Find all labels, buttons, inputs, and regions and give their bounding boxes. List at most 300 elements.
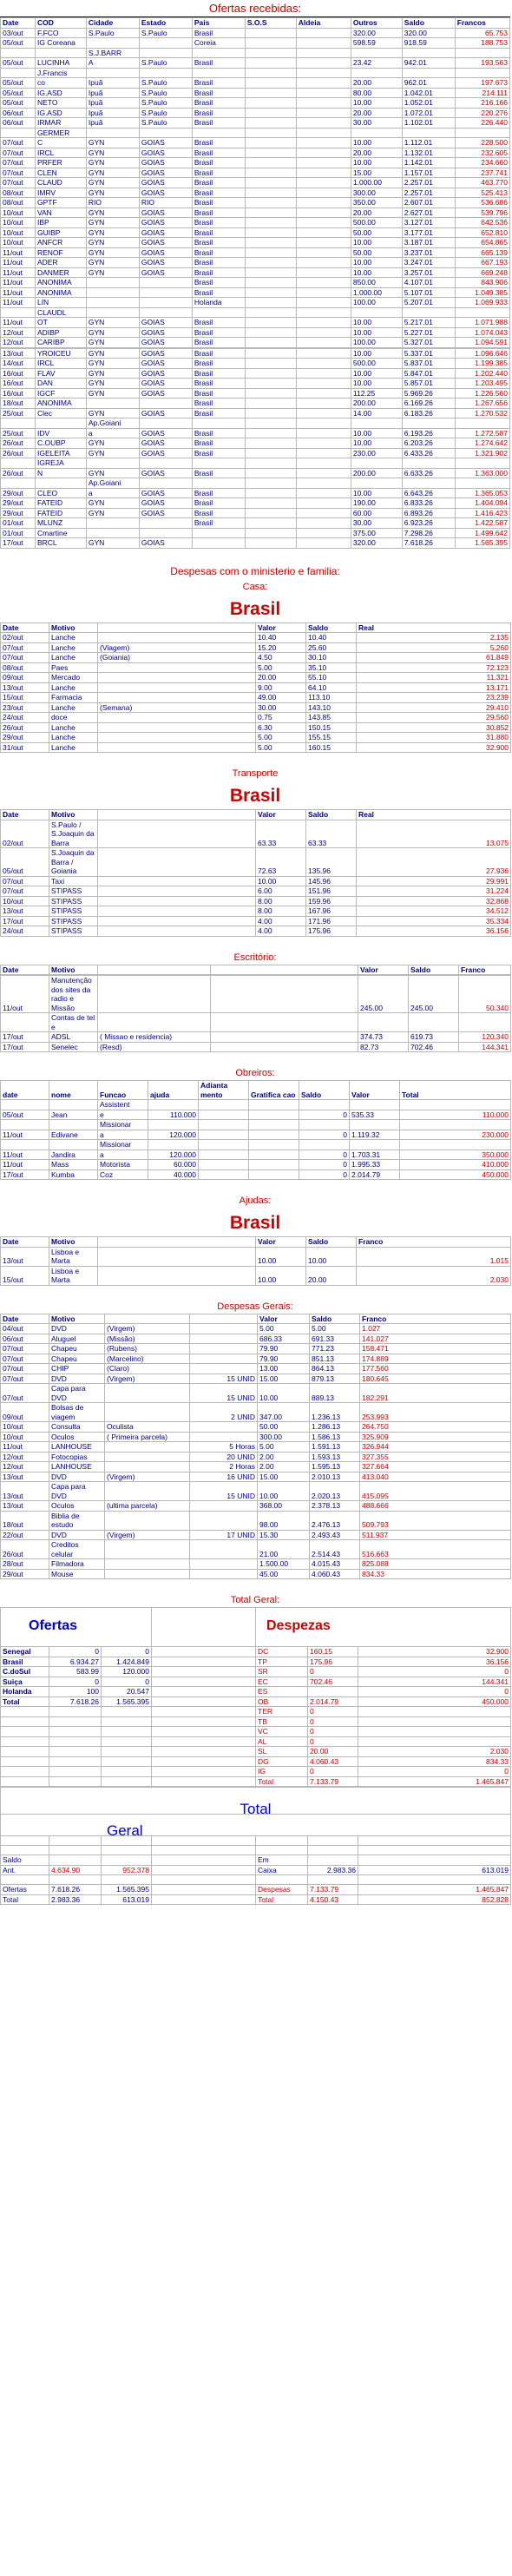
ofertas-cell: S.J.BARR	[86, 48, 139, 58]
ofertas-row	[1, 227, 510, 238]
ofertas-row	[1, 348, 510, 359]
gerais-cell: Consulta	[49, 1422, 105, 1433]
ofertas-cell: Brasil	[192, 468, 245, 478]
gerais-cell: 851.13	[310, 1354, 360, 1364]
total-ofertas-cell: 0	[102, 1677, 152, 1687]
ofertas-cell: GOIAS	[139, 368, 192, 379]
obreiros-cell	[249, 1120, 299, 1130]
total-ofertas-label: Ofertas	[29, 1618, 78, 1634]
gerais-cell: Bolsas de viagem	[49, 1403, 105, 1422]
obreiros-cell: Edivane	[49, 1130, 98, 1140]
casa-cell: 64.10	[306, 682, 357, 693]
gerais-cell: 686.33	[258, 1334, 310, 1344]
obreiros-cell: 2.014.79	[350, 1169, 400, 1180]
ofertas-cell: 10.00	[351, 488, 402, 498]
ofertas-cell: GYN	[86, 188, 139, 198]
ofertas-cell: 1.422.587	[455, 518, 509, 529]
obreiros-row	[1, 1120, 511, 1130]
ofertas-cell	[296, 348, 351, 359]
transporte-cell: 34.512	[357, 906, 511, 917]
transporte-cell: 8.00	[256, 896, 306, 906]
obreiros-cell	[199, 1130, 249, 1140]
ajudas-table	[0, 1236, 511, 1286]
ofertas-cell: Ipuã	[86, 118, 139, 128]
casa-cell	[98, 722, 256, 733]
gerais-cell: 15 UNID	[190, 1384, 258, 1403]
ofertas-cell: GYN	[86, 498, 139, 509]
gerais-cell: 834.33	[360, 1569, 511, 1579]
ofertas-cell	[296, 399, 351, 409]
casa-cell: Mercado	[49, 673, 98, 683]
ofertas-cell: 3.237.01	[402, 247, 455, 258]
ofertas-row	[1, 379, 510, 389]
obreiros-cell	[249, 1100, 299, 1110]
casa-cell: 25.60	[306, 642, 357, 653]
ofertas-cell: C.OUBP	[35, 438, 86, 449]
em-label: Em	[256, 1855, 308, 1866]
transporte-cell: 13.075	[357, 820, 511, 848]
transporte-cell: 02/out	[1, 820, 49, 848]
ofertas-cell: Ap.Goiani	[86, 478, 139, 489]
ofertas-cell: 29/out	[1, 508, 36, 518]
obreiros-header-cell: Funcao	[98, 1081, 148, 1100]
ajudas-cell: 10.00	[256, 1266, 306, 1285]
ofertas-header-cell: Outros	[351, 18, 402, 29]
transporte-row	[1, 876, 511, 886]
ofertas-cell: GOIAS	[139, 348, 192, 359]
ofertas-cell: GYN	[86, 227, 139, 238]
ofertas-row	[1, 218, 510, 228]
final-total2-value: 4.150.43	[308, 1894, 358, 1905]
ofertas-cell: RENOF	[35, 247, 86, 258]
escritorio-cell: 17/out	[1, 1032, 49, 1043]
ofertas-cell: GYN	[86, 208, 139, 218]
casa-row	[1, 702, 511, 713]
ofertas-cell: Cmartine	[35, 528, 86, 538]
transporte-country-heading: Brasil	[229, 786, 281, 806]
ofertas-cell: N	[35, 468, 86, 478]
ofertas-header-cell: Saldo	[402, 18, 455, 29]
ofertas-cell	[455, 478, 509, 489]
obreiros-cell: a	[98, 1130, 148, 1140]
gerais-cell: DVD	[49, 1324, 105, 1334]
ofertas-cell	[86, 278, 139, 288]
casa-cell: 26/out	[1, 722, 49, 733]
ofertas-cell: IGCF	[35, 388, 86, 399]
ofertas-cell: GOIAS	[139, 227, 192, 238]
ofertas-cell: 10/out	[1, 238, 36, 248]
ofertas-cell: 10.00	[351, 428, 402, 438]
obreiros-header-cell: date	[1, 1081, 49, 1100]
ofertas-cell: 942.01	[402, 58, 455, 69]
ofertas-cell	[351, 128, 402, 138]
ofertas-cell: IRCL	[35, 148, 86, 158]
gerais-cell: 326.944	[360, 1442, 511, 1453]
saldo-label: Saldo	[1, 1855, 49, 1866]
ofertas-cell: 10.00	[351, 327, 402, 338]
ofertas-header-cell: Estado	[139, 18, 192, 29]
gerais-cell	[190, 1511, 258, 1530]
obreiros-cell	[1, 1100, 49, 1110]
ofertas-cell: 100.00	[351, 338, 402, 348]
transporte-header-cell	[98, 810, 256, 820]
ofertas-cell	[86, 399, 139, 409]
casa-cell: 2.135	[357, 633, 511, 643]
ofertas-cell: 20.00	[351, 78, 402, 89]
casa-cell: 02/out	[1, 633, 49, 643]
ofertas-cell: 6.203.26	[402, 438, 455, 449]
casa-cell: 155.15	[306, 733, 357, 743]
ofertas-cell	[245, 287, 296, 298]
ofertas-cell	[296, 58, 351, 69]
gerais-cell: 79.90	[258, 1344, 310, 1354]
transporte-cell: 31.224	[357, 886, 511, 897]
ofertas-cell: 962.01	[402, 78, 455, 89]
ofertas-row	[1, 359, 510, 369]
gerais-cell: 1.236.13	[310, 1403, 360, 1422]
ofertas-cell	[296, 178, 351, 188]
obreiros-cell	[400, 1120, 511, 1130]
ofertas-cell: 5.969.26	[402, 388, 455, 399]
gerais-cell: 300.00	[258, 1432, 310, 1442]
ofertas-cell	[245, 28, 296, 38]
obreiros-cell	[249, 1150, 299, 1160]
total-despezas-cell: 0	[358, 1767, 511, 1777]
ofertas-cell: 1.226.560	[455, 388, 509, 399]
ofertas-cell: 2.257.01	[402, 188, 455, 198]
gerais-cell	[190, 1501, 258, 1512]
ofertas-cell	[35, 48, 86, 58]
gerais-row	[1, 1569, 511, 1579]
gerais-cell: 29/out	[1, 1569, 49, 1579]
casa-cell	[98, 693, 256, 703]
ofertas-cell: 1.094.591	[455, 338, 509, 348]
obreiros-cell: 230.000	[400, 1130, 511, 1140]
ofertas-cell: 1.321.902	[455, 448, 509, 458]
gerais-cell: 10/out	[1, 1422, 49, 1433]
ofertas-row	[1, 98, 510, 109]
ofertas-cell: 228.500	[455, 138, 509, 148]
ofertas-cell: RIO	[86, 198, 139, 208]
ofertas-cell	[139, 38, 192, 49]
ofertas-cell: Brasil	[192, 408, 245, 418]
casa-cell: 55.10	[306, 673, 357, 683]
obreiros-cell	[400, 1100, 511, 1110]
ofertas-cell: Holanda	[192, 298, 245, 308]
ofertas-row	[1, 287, 510, 298]
casa-cell: 72.123	[357, 662, 511, 673]
ofertas-cell	[245, 448, 296, 458]
ofertas-cell: 1.565.395	[455, 538, 509, 549]
obreiros-cell	[199, 1169, 249, 1180]
escritorio-cell	[1, 1013, 49, 1032]
gerais-cell: 07/out	[1, 1364, 49, 1374]
ofertas-cell: GPTF	[35, 198, 86, 208]
ofertas-cell: 6.183.26	[402, 408, 455, 418]
total-despezas-cell: 144.341	[358, 1677, 511, 1687]
casa-cell: 5.00	[256, 662, 306, 673]
ofertas-cell: GOIAS	[139, 247, 192, 258]
ofertas-cell: A	[86, 58, 139, 69]
ofertas-cell: Brasil	[192, 267, 245, 278]
casa-cell: doce	[49, 713, 98, 723]
escritorio-cell: 120.340	[459, 1032, 511, 1043]
ofertas-cell: 6.193.26	[402, 428, 455, 438]
ofertas-cell: 60.00	[351, 508, 402, 518]
gerais-cell: (Marcelino)	[105, 1354, 190, 1364]
obreiros-cell: 120.000	[148, 1150, 199, 1160]
obreiros-cell	[249, 1160, 299, 1170]
total-geral-body	[1, 1647, 511, 1787]
ofertas-cell: Brasil	[192, 178, 245, 188]
ofertas-row	[1, 58, 510, 69]
ofertas-cell: 525.413	[455, 188, 509, 198]
ofertas-header-cell: Aldeia	[296, 18, 351, 29]
gerais-cell: 10/out	[1, 1432, 49, 1442]
ofertas-cell: Brasil	[192, 238, 245, 248]
total-ofertas-cell: 120.000	[102, 1667, 152, 1677]
ajudas-cell	[98, 1266, 256, 1285]
casa-row	[1, 713, 511, 723]
ofertas-cell	[86, 287, 139, 298]
ofertas-cell: 214.111	[455, 88, 509, 98]
gerais-cell: 16 UNID	[190, 1472, 258, 1482]
ofertas-cell: GYN	[86, 258, 139, 268]
ajudas-country-heading: Brasil	[229, 1213, 281, 1233]
gerais-cell: 07/out	[1, 1374, 49, 1384]
ofertas-cell: Brasil	[192, 498, 245, 509]
total-geral-row	[1, 1767, 511, 1777]
ofertas-cell	[296, 307, 351, 318]
ajudas-cell: 20.00	[306, 1266, 357, 1285]
ofertas-body	[1, 28, 510, 548]
transporte-row	[1, 906, 511, 917]
ofertas-row	[1, 428, 510, 438]
casa-cell: 5.00	[256, 742, 306, 753]
ofertas-cell: OT	[35, 318, 86, 328]
total-ofertas-cell: 6.934.27	[49, 1657, 102, 1667]
total-ofertas-cell: Senegal	[1, 1647, 49, 1657]
ofertas-cell	[35, 478, 86, 489]
ofertas-cell: Ipuã	[86, 88, 139, 98]
gerais-row	[1, 1540, 511, 1559]
ofertas-cell: IRMAR	[35, 118, 86, 128]
gerais-cell	[105, 1384, 190, 1403]
ofertas-cell: IG Coreana	[35, 38, 86, 49]
ofertas-cell: Brasil	[192, 78, 245, 89]
escritorio-cell: 245.00	[358, 976, 409, 1013]
gerais-cell: 879.13	[310, 1374, 360, 1384]
total-geral-row	[1, 1707, 511, 1717]
escritorio-cell	[409, 1013, 459, 1032]
ofertas-cell	[296, 247, 351, 258]
ofertas-cell	[296, 278, 351, 288]
ofertas-cell: Brasil	[192, 218, 245, 228]
ofertas-cell: 5.847.01	[402, 368, 455, 379]
ofertas-cell: 3.247.01	[402, 258, 455, 268]
ofertas-cell: 10.00	[351, 138, 402, 148]
total-geral-row	[1, 1696, 511, 1707]
ofertas-cell	[455, 68, 509, 78]
ofertas-cell	[351, 418, 402, 429]
ofertas-cell: YROICEU	[35, 348, 86, 359]
ajudas-cell: Lisboa e Marta	[49, 1266, 98, 1285]
ofertas-cell: GOIAS	[139, 538, 192, 549]
ofertas-cell: Brasil	[192, 327, 245, 338]
escritorio-cell	[98, 1013, 211, 1032]
ofertas-cell	[296, 408, 351, 418]
ajudas-header-cell: Valor	[256, 1237, 306, 1248]
total-despezas-cell: 2.014.79	[308, 1696, 358, 1707]
obreiros-cell: 1.995.33	[350, 1160, 400, 1170]
ofertas-cell: CARIBP	[35, 338, 86, 348]
transporte-cell	[98, 916, 256, 926]
total-despezas-cell: SR	[256, 1667, 308, 1677]
ofertas-row	[1, 448, 510, 458]
ofertas-cell: S.Paulo	[139, 88, 192, 98]
ofertas-cell: 232.605	[455, 148, 509, 158]
gerais-cell: DVD	[49, 1472, 105, 1482]
gerais-cell: (Virgem)	[105, 1374, 190, 1384]
ofertas-cell: Ap.Goiani	[86, 418, 139, 429]
casa-country-heading: Brasil	[229, 598, 281, 619]
gerais-cell: (Virgem)	[105, 1530, 190, 1540]
casa-cell: 20.00	[256, 673, 306, 683]
ofertas-cell: 80.00	[351, 88, 402, 98]
ofertas-cell	[1, 478, 36, 489]
total-despezas-cell: OB	[256, 1696, 308, 1707]
ofertas-cell: GOIAS	[139, 318, 192, 328]
obreiros-cell: 450.000	[400, 1169, 511, 1180]
ofertas-cell: MLUNZ	[35, 518, 86, 529]
ofertas-cell	[296, 98, 351, 109]
casa-cell: 0.75	[256, 713, 306, 723]
obreiros-cell	[299, 1120, 350, 1130]
casa-header-cell: Motivo	[49, 623, 98, 633]
ofertas-cell	[245, 247, 296, 258]
gerais-row	[1, 1422, 511, 1433]
ofertas-cell: 11/out	[1, 278, 36, 288]
ofertas-cell: GOIAS	[139, 138, 192, 148]
gerais-cell: 177.560	[360, 1364, 511, 1374]
ofertas-cell	[351, 478, 402, 489]
ofertas-cell	[245, 408, 296, 418]
gerais-cell: 11/out	[1, 1442, 49, 1453]
ofertas-cell: IDV	[35, 428, 86, 438]
ofertas-cell: 1.272.587	[455, 428, 509, 438]
ofertas-cell: 2.607.01	[402, 198, 455, 208]
transporte-cell	[98, 926, 256, 937]
obreiros-header-cell: Valor	[350, 1081, 400, 1100]
casa-cell: Lanche	[49, 722, 98, 733]
total-despezas-cell: 0	[308, 1727, 358, 1737]
gerais-row	[1, 1344, 511, 1354]
ofertas-cell: 1.071.988	[455, 318, 509, 328]
ofertas-cell: ANFCR	[35, 238, 86, 248]
transporte-cell: S.Joaquin da Barra / Goiania	[49, 848, 98, 877]
ofertas-cell: Brasil	[192, 488, 245, 498]
ofertas-cell	[351, 68, 402, 78]
ofertas-header-cell: Pais	[192, 18, 245, 29]
escritorio-cell	[459, 1013, 511, 1032]
ofertas-cell: C	[35, 138, 86, 148]
obreiros-row	[1, 1130, 511, 1140]
ofertas-cell	[245, 98, 296, 109]
casa-cell: 35.10	[306, 662, 357, 673]
ofertas-cell: GOIAS	[139, 508, 192, 518]
ajudas-row	[1, 1266, 511, 1285]
ofertas-cell: 6.169.26	[402, 399, 455, 409]
ofertas-cell: NETO	[35, 98, 86, 109]
ofertas-cell: S.Paulo	[139, 118, 192, 128]
obreiros-cell: Jandira	[49, 1150, 98, 1160]
ofertas-cell: 08/out	[1, 188, 36, 198]
ofertas-cell: 1.499.642	[455, 528, 509, 538]
ajudas-cell: 2.030	[357, 1266, 511, 1285]
ofertas-cell	[402, 68, 455, 78]
ofertas-cell	[296, 78, 351, 89]
ofertas-cell: 10.00	[351, 158, 402, 168]
ofertas-cell	[296, 518, 351, 529]
ofertas-cell: GOIAS	[139, 359, 192, 369]
total-despezas-cell: SL	[256, 1747, 308, 1757]
ofertas-cell: 30.00	[351, 518, 402, 529]
total-despezas-cell: 0	[358, 1667, 511, 1677]
casa-cell: 15/out	[1, 693, 49, 703]
gerais-cell: 13.00	[258, 1364, 310, 1374]
gerais-cell: 10.00	[258, 1482, 310, 1501]
casa-cell: 143.85	[306, 713, 357, 723]
total-geral-row	[1, 1687, 511, 1697]
gerais-cell: (Rubens)	[105, 1344, 190, 1354]
obreiros-cell	[199, 1140, 249, 1150]
gerais-cell: 2.00	[258, 1452, 310, 1462]
obreiros-cell: 05/out	[1, 1110, 49, 1120]
casa-cell: 5.00	[256, 733, 306, 743]
gerais-header-cell	[105, 1314, 190, 1324]
transporte-body	[1, 820, 511, 936]
gerais-header-cell	[190, 1314, 258, 1324]
ofertas-cell: 1.267.656	[455, 399, 509, 409]
gerais-cell: 2 UNID	[190, 1403, 258, 1422]
gerais-row	[1, 1472, 511, 1482]
ofertas-cell: GOIAS	[139, 388, 192, 399]
ofertas-cell	[245, 399, 296, 409]
gerais-header-cell: Saldo	[310, 1314, 360, 1324]
transporte-header-cell: Real	[357, 810, 511, 820]
ofertas-cell	[296, 488, 351, 498]
gerais-cell	[190, 1559, 258, 1570]
obreiros-row	[1, 1140, 511, 1150]
transporte-cell: 8.00	[256, 906, 306, 917]
ofertas-cell: GOIAS	[139, 148, 192, 158]
gerais-cell: 15 UNID	[190, 1482, 258, 1501]
casa-cell: 32.900	[357, 742, 511, 753]
ofertas-cell: GYN	[86, 148, 139, 158]
total-despezas-cell: DG	[256, 1756, 308, 1767]
ofertas-cell	[245, 188, 296, 198]
ofertas-cell: 1.096.646	[455, 348, 509, 359]
ofertas-cell: 08/out	[1, 198, 36, 208]
ofertas-row	[1, 258, 510, 268]
ofertas-cell: GOIAS	[139, 379, 192, 389]
total-despezas-cell: 7.133.79	[308, 1776, 358, 1787]
gerais-cell: 1.593.13	[310, 1452, 360, 1462]
ofertas-cell: ANONIMA	[35, 287, 86, 298]
total-geral-row	[1, 1647, 511, 1657]
ofertas-cell: GYN	[86, 408, 139, 418]
gerais-cell: 28/out	[1, 1559, 49, 1570]
